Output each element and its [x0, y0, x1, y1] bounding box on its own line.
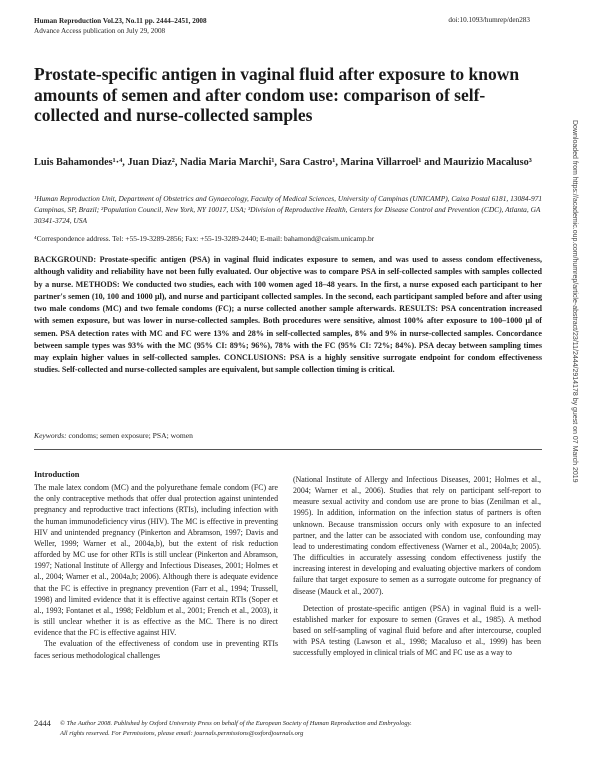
author-list: Luis Bahamondes¹·⁴, Juan Diaz², Nadia Maria Marchi¹, Sara Castro¹, Marina Villarroel¹ and Maurizio Macaluso³ — [34, 157, 532, 168]
article-title: Prostate-specific antigen in vaginal fluid after exposure to known amounts of semen and after condom use: comparison of self-collected and nurse-collected samples — [34, 64, 520, 125]
abstract: BACKGROUND: Prostate-specific antigen (PSA) in vaginal fluid indicates exposure to semen, and was used to assess condom effectiveness, although validity and reliability have not been fully evaluated. Our objective was to compare PSA in self-collected samples with samples collected by a nurse. METHODS: We conducted two studies, each with 100 women aged 18–48 years. In the first, a nurse exposed each participant to her partner's semen (10, 100 and 1000 µl), and nurse and participant collected samples. In the second, each participant sampled before and after using two male condoms (MC) and two female condoms (FC); a nurse collected another sample afterwards. RESULTS: PSA concentration increased with semen exposure, but was lower in nurse-collected samples. Both procedures were sensitive, almost 100% after exposure to 100–1000 µl of semen. PSA detection rates with MC and FC were 13% and 28% in self-collected samples, 8% and 9% in nurse-collected samples. Concordance between sample types was 93% with the MC (95% CI: 89%; 96%), 78% with the FC (95% CI: 72%; 84%). PSA decay between sampling times may explain higher values in self-collected samples. CONCLUSIONS: PSA is a highly sensitive surrogate endpoint for condom effectiveness studies. Self-collected and nurse-collected samples are equivalent, but sample collection timing is critical. — [34, 255, 542, 375]
journal-citation: Human Reproduction Vol.23, No.11 pp. 2444–2451, 2008 — [34, 17, 207, 25]
correspondence-address: ⁴Correspondence address. Tel: +55-19-3289-2856; Fax: +55-19-3289-2440; E-mail: bahamond@caism.unicamp.br — [34, 234, 375, 243]
intro-paragraph-continued: (National Institute of Allergy and Infectious Diseases, 2001; Holmes et al., 2004; Warner et al., 2006). Studies that rely on participant self-report to measure sexual activity and condom use are prone to bias (Zenilman et al., 1995). In addition, information on the infection status of partners is often unknown. Because transmission occurs only with exposure to an infected partner, and the latter can be associated with condom use, confounding may lead to underestimating condom effectiveness (Warner et al., 2004a,b; 2005). The difficulties in accurately assessing condom effectiveness justify the increasing interest in developing and evaluating objective markers of condom failure that target exposure to semen as a surrogate outcome for pregnancy of disease (Mauck et al., 2007). — [293, 475, 541, 596]
introduction-heading: Introduction — [34, 470, 80, 479]
doi-link[interactable]: doi:10.1093/humrep/den283 — [448, 16, 530, 24]
download-watermark — [568, 120, 588, 720]
intro-paragraph-1: The male latex condom (MC) and the polyurethane female condom (FC) are the only contraceptive methods that offer dual protection against unintended pregnancy and reproductive tract infections (RTIs), including infection with the human immunodeficiency virus (HIV). The MC is effective in preventing HIV and unintended pregnancy (Pinkerton and Abramson, 1997; Davis and Weller, 1999; Warner et al., 2004a,b), but the extent of risk reduction afforded by MC use for other RTIs is still unclear (Pinkerton and Abramson, 1997; National Institute of Allergy and Infectious Diseases, 2001; Holmes et al., 2004; Warner et al., 2004a,b; 2006). Although there is adequate evidence that the FC is effective in pregnancy prevention (Farr et al., 1994; Trussell, 1998) and limited evidence that it is effective against certain RTIs (Soper et al., 1993; Fontanet et al., 1998; Feldblum et al., 2001; French et al., 2003), it is still unclear whether it is as effective as the MC. There is no direct evidence that the FC is effective against HIV. — [34, 483, 278, 638]
section-divider — [34, 449, 542, 450]
keywords-label: Keywords: — [34, 431, 67, 440]
page-number: 2444 — [34, 719, 51, 728]
intro-paragraph-3: Detection of prostate-specific antigen (PSA) in vaginal fluid is a well-established marker for exposure to semen (Graves et al., 1985). A method based on self-sampling of vaginal fluid before and after intercourse, coupled with PSA testing (Lawson et al., 1998; Macaluso et al., 1999) has been successfully employed in clinical trials of MC and FC use as a way to — [293, 603, 541, 658]
body-column-right — [293, 474, 541, 659]
copyright-line-1: © The Author 2008. Published by Oxford University Press on behalf of the European Society of Human Reproduction and Embryology. — [60, 720, 412, 727]
body-column-left — [34, 469, 278, 661]
copyright-line-2: All rights reserved. For Permissions, please email: journals.permissions@oxfordjournals.org — [60, 730, 304, 737]
keywords — [34, 431, 193, 440]
journal-header — [34, 16, 207, 36]
keywords-list: condoms; semen exposure; PSA; women — [68, 431, 193, 440]
download-watermark-text: Downloaded from https://academic.oup.com/humrep/article-abstract/23/11/2444/2914178 by guest on 07 March 2019 — [571, 120, 578, 483]
advance-access-line: Advance Access publication on July 29, 2008 — [34, 27, 166, 35]
affiliations: ¹Human Reproduction Unit, Department of Obstetrics and Gynaecology, Faculty of Medical Sciences, University of Campinas (UNICAMP), Caixa Postal 6181, 13084-971 Campinas, SP, Brazil; ²Population Council, New York, NY 10017, USA; ³Division of Reproductive Health, Centers for Disease Control and Prevention (CDC), Atlanta, GA 30341-3724, USA — [34, 194, 543, 225]
intro-paragraph-2: The evaluation of the effectiveness of condom use in preventing RTIs faces serious methodological challenges — [34, 639, 278, 660]
copyright-notice — [60, 719, 412, 739]
